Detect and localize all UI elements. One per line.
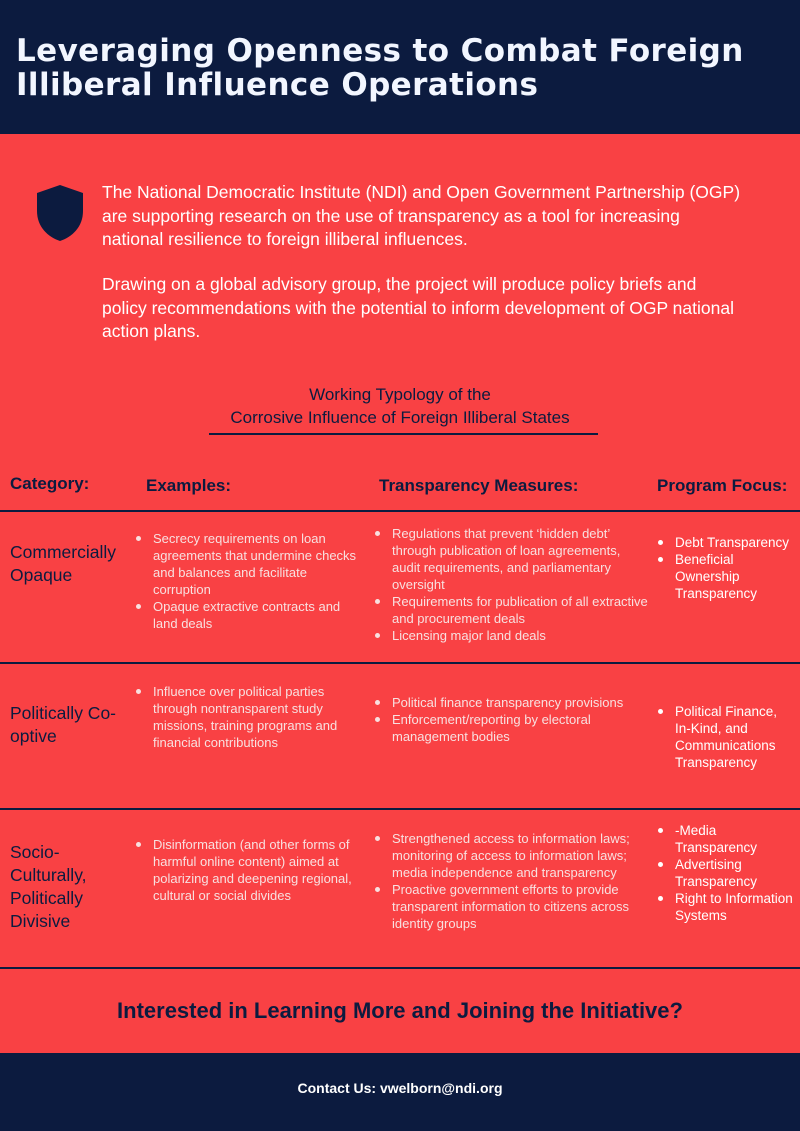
category-label: Commercially Opaque: [10, 542, 116, 585]
table-divider: [0, 967, 800, 969]
contact-text[interactable]: Contact Us: vwelborn@ndi.org: [297, 1080, 503, 1096]
list-item: Right to Information Systems: [656, 890, 796, 924]
category-label: Politically Co-optive: [10, 703, 116, 746]
list-item: Beneficial Ownership Transparency: [656, 551, 796, 602]
column-header-category: Category:: [10, 474, 90, 493]
list-item: Political finance transparency provisions: [373, 694, 648, 711]
intro-paragraph-1: The National Democratic Institute (NDI) and Open Government Partnership (OGP) are supporting research on the use of transparency as a tool for increasing national resilience to foreign illiberal influences.: [102, 182, 741, 249]
list-item: Disinformation (and other forms of harmful online content) aimed at polarizing and deepening regional, cultural or social divides: [134, 836, 368, 904]
transparency-list: [373, 830, 648, 932]
list-item: -Media Transparency: [656, 822, 796, 856]
list-item: Licensing major land deals: [373, 627, 648, 644]
column-header-program: Program Focus:: [657, 476, 788, 495]
examples-list: [134, 836, 368, 904]
program-list: [656, 703, 796, 771]
transparency-list: [373, 694, 648, 745]
transparency-list: [373, 525, 648, 644]
list-item: Strengthened access to information laws; monitoring of access to information laws; media independence and transparency: [373, 830, 648, 881]
list-item: Requirements for publication of all extractive and procurement deals: [373, 593, 648, 627]
list-item: Regulations that prevent ‘hidden debt’ through publication of loan agreements, audit requirements, and parliamentary oversight: [373, 525, 648, 593]
list-item: Opaque extractive contracts and land deals: [134, 598, 368, 632]
list-item: Advertising Transparency: [656, 856, 796, 890]
intro-paragraph-2: Drawing on a global advisory group, the project will produce policy briefs and policy recommendations with the potential to inform development of OGP national action plans.: [102, 274, 734, 341]
typology-line-2: Corrosive Influence of Foreign Illiberal States: [230, 408, 570, 427]
column-header-transparency: Transparency Measures:: [379, 476, 579, 495]
program-list: [656, 822, 796, 924]
examples-list: [134, 683, 368, 751]
call-to-action: Interested in Learning More and Joining the Initiative?: [117, 998, 683, 1023]
table-row: [0, 810, 800, 967]
category-label: Socio-Culturally, Politically Divisive: [10, 842, 87, 931]
column-header-examples: Examples:: [146, 476, 232, 495]
typology-line-1: Working Typology of the: [309, 385, 491, 404]
list-item: Political Finance, In-Kind, and Communications Transparency: [656, 703, 796, 771]
list-item: Influence over political parties through nontransparent study missions, training programs and financial contributions: [134, 683, 368, 751]
page-title: Leveraging Openness to Combat Foreign Illiberal Influence Operations: [16, 33, 744, 103]
program-list: [656, 534, 796, 602]
list-item: Secrecy requirements on loan agreements that undermine checks and balances and facilitate corruption: [134, 530, 368, 598]
typology-underline: [209, 433, 598, 435]
shield-icon: [35, 184, 85, 242]
table-row: [0, 664, 800, 808]
table-row: [0, 512, 800, 662]
list-item: Enforcement/reporting by electoral management bodies: [373, 711, 648, 745]
typology-heading: [0, 383, 800, 429]
list-item: Debt Transparency: [656, 534, 796, 551]
list-item: Proactive government efforts to provide transparent information to citizens across identity groups: [373, 881, 648, 932]
examples-list: [134, 530, 368, 632]
